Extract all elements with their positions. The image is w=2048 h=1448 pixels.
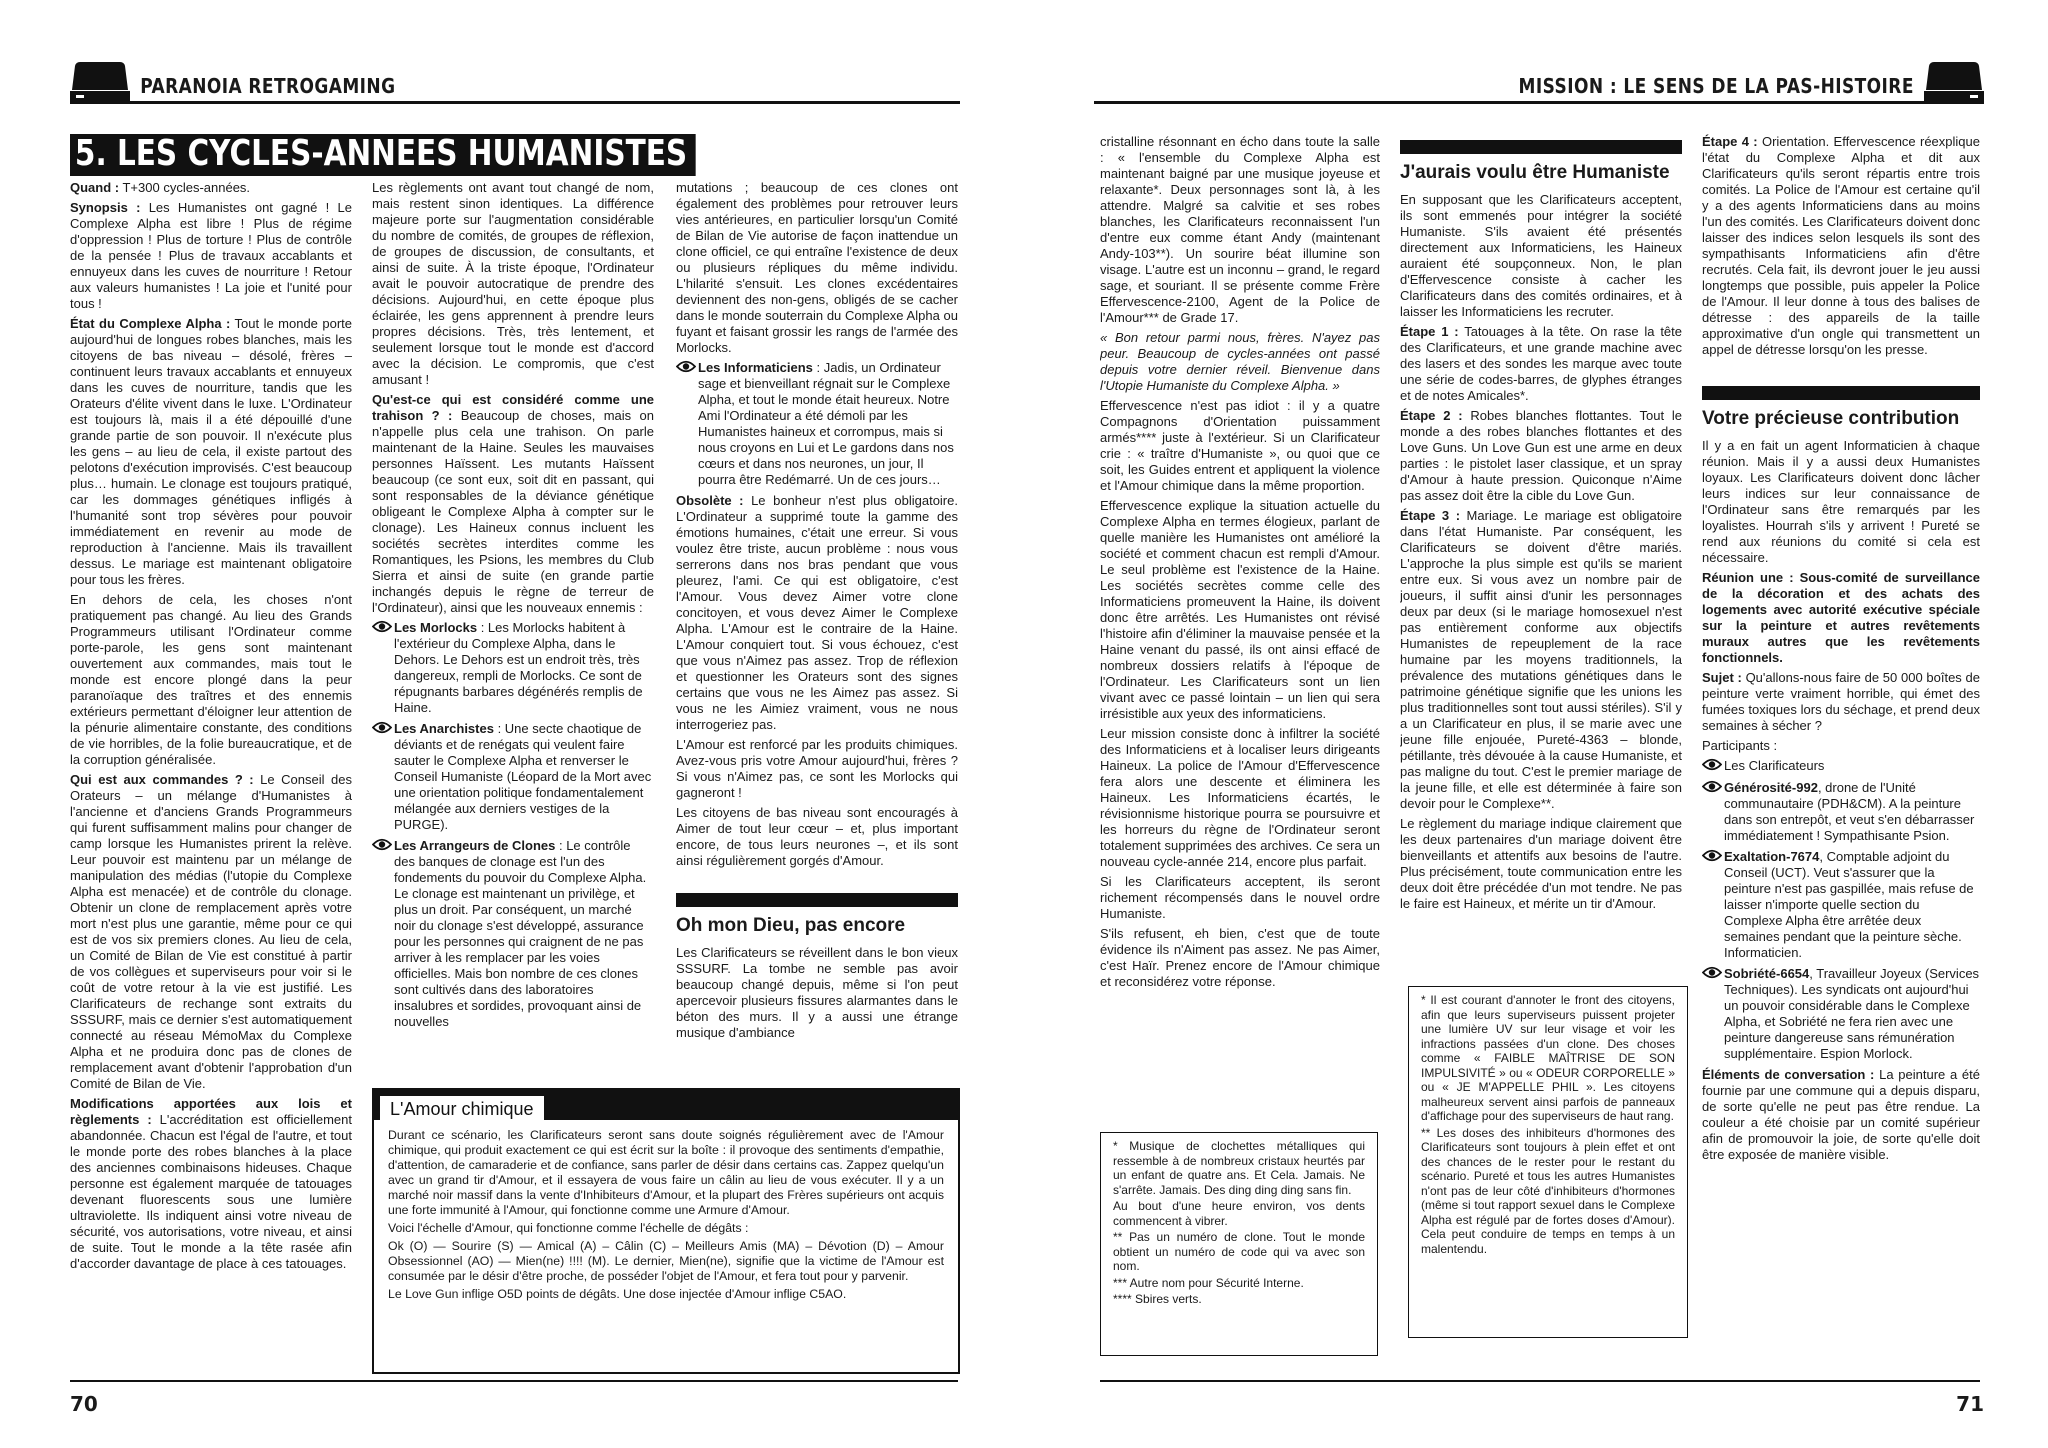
paragraph-label: Synopsis : bbox=[70, 200, 141, 215]
paragraph bbox=[1702, 1067, 1980, 1163]
paragraph-text: En dehors de cela, les choses n'ont pratiquement pas changé. Au lieu des Grands Programmeurs utilisant l'Ordinateur comme porte-parole, les gens sont maintenant ouvertement aux commandes, mais tout le monde est encore plongé dans la peur paranoïaque des traîtres et des ennemis extérieurs permettant d'éloigner leur attention de la pénurie alimentaire constante, des conditions de vie horribles, de la folie bureaucratique, et de la corruption généralisée. bbox=[70, 592, 352, 767]
right-page bbox=[1024, 0, 2048, 1448]
footnote: Au bout d'une heure environ, vos dents commencent à vibrer. bbox=[1113, 1199, 1365, 1228]
paragraph bbox=[1100, 398, 1380, 494]
paragraph-text: Les règlements ont avant tout changé de nom, mais restent sinon identiques. La différence majeure porte sur l'augmentation considérable du nombre de comités, de groupes de réflexion, de groupes de discussion, de consultants, et ainsi de suite. À la triste époque, l'Ordinateur avait le pouvoir autocratique de prendre des décisions. Aujourd'hui, en cette époque plus éclairée, les gens apprennent à prendre leurs propres décisions. Très, très lentement, et seulement lorsque tout le monde est d'accord avec la décision. Le compromis, que c'est amusant ! bbox=[372, 180, 654, 387]
paragraph bbox=[372, 180, 654, 388]
left-column-1 bbox=[70, 180, 352, 1370]
eye-icon bbox=[1702, 849, 1722, 961]
section-title: J'aurais voulu être Humaniste bbox=[1400, 162, 1670, 183]
paragraph-label: Étape 1 : bbox=[1400, 324, 1459, 339]
list-item-label: Les Informaticiens bbox=[698, 360, 813, 375]
paragraph-text: L'accréditation est officiellement abandonnée. Chacun est l'égal de l'autre, et tout le monde porte des robes blanches à la place des anciennes combinaisons hideuses. Chaque personne est également marquée de tatouages devenant fluorescents sous une lumière ultraviolette. Ils indiquent ainsi votre niveau de sécurité, vos autorisations, votre niveau, et ainsi de suite. Tout le monde a la tête rasée afin d'accorder davantage de place à ces tatouages. bbox=[70, 1112, 352, 1271]
list-item-body: , Comptable adjoint du Conseil (UCT). Veut s'assurer que la peinture n'est pas gaspillée, mais refuse de laisser n'importe quelle section du Complexe Alpha être arrêtée deux semaines pendant que la peinture sèche. Informaticien. bbox=[1724, 849, 1974, 960]
paragraph bbox=[1100, 926, 1380, 990]
list-item-body: , Travailleur Joyeux (Services Techniques). Les syndicats ont aujourd'hui un pouvoir considérable dans le Complexe Alpha, et Sobriété ne fera rien avec une peinture dangereuse sans rémunération supplémentaire. Espion Morlock. bbox=[1724, 966, 1980, 1061]
paragraph-text: Il y a en fait un agent Informaticien à chaque réunion. Mais il y a aussi deux Humanistes loyaux. Les Clarificateurs doivent donc lâcher leurs indices sur leur connaissance de l'Ordinateur sans être remarqués par les loyalistes. Hourrah s'ils y arrivent ! Pureté se rend aux réunions du comité si cela est nécessaire. bbox=[1702, 438, 1980, 565]
right-column-3 bbox=[1702, 134, 1980, 1370]
paragraph bbox=[1400, 508, 1682, 812]
list-item bbox=[676, 360, 958, 488]
paragraph bbox=[676, 737, 958, 801]
paragraph bbox=[1100, 498, 1380, 722]
footnote-box-right bbox=[1408, 986, 1688, 1338]
footnote: ** Les doses des inhibiteurs d'hormones des Clarificateurs sont toujours à plein effet et ont des chances de le rester pour le restant du scénario. Pureté et tous les autres Humanistes n'ont pas de leur côté d'inhibiteurs d'hormones (même si tout rapport sexuel dans le Complexe Alpha est régulé par de fortes doses d'Amour). Cela peut conduire de temps en temps à un malentendu. bbox=[1421, 1125, 1675, 1256]
list-item-body: : Les Morlocks habitent à l'extérieur du Complexe Alpha, dans le Dehors. Le Dehors est un endroit très, très dangereux, rempli de Morlocks. Ce sont de répugnants barbares dégénérés remplis de Haine. bbox=[394, 620, 643, 715]
right-header-title: MISSION : LE SENS DE LA PAS-HISTOIRE bbox=[1518, 74, 1914, 98]
paragraph-text: Qu'allons-nous faire de 50 000 boîtes de peinture verte vraiment horrible, qui émet des fumées toxiques lors du séchage, et prend deux semaines à sécher ? bbox=[1702, 670, 1980, 733]
paragraph-text: L'Amour est renforcé par les produits chimiques. Avez-vous pris votre Amour aujourd'hui, frères ? Si vous n'Aimez pas, ce sont les Morlocks qui gagneront ! bbox=[676, 737, 958, 800]
list-item-label: Exaltation-7674 bbox=[1724, 849, 1820, 864]
paragraph-label: Qui est aux commandes ? : bbox=[70, 772, 254, 787]
paragraph bbox=[1100, 134, 1380, 326]
paragraph bbox=[1400, 816, 1682, 912]
box-amour-chimique bbox=[372, 1088, 960, 1374]
list-item bbox=[1702, 849, 1980, 961]
paragraph bbox=[1100, 726, 1380, 870]
eye-icon bbox=[1702, 966, 1722, 1062]
list-item bbox=[1702, 758, 1980, 775]
paragraph-text: S'ils refusent, eh bien, c'est que de toute évidence ils n'Aiment pas assez. Ne pas Aimer, c'est Haïr. Prenez encore de l'Amour chimique et reconsidérez votre réponse. bbox=[1100, 926, 1380, 989]
list-item-body: , drone de l'Unité communautaire (PDH&CM). A la peinture dans son entrepôt, et veut s'en débarrasser immédiatement ! Sympathisante Psion. bbox=[1724, 780, 1975, 843]
paragraph-label: Obsolète : bbox=[676, 493, 744, 508]
eye-icon bbox=[1702, 758, 1722, 775]
footnote: *** Autre nom pour Sécurité Interne. bbox=[1113, 1275, 1304, 1290]
list-item bbox=[372, 620, 654, 716]
paragraph-text: En supposant que les Clarificateurs acceptent, ils sont emmenés pour intégrer la société Humaniste. S'ils avaient été présentés directement aux Informaticiens, les Haineux auraient été soupçonneux. Non, le plan d'Effervescence consiste à cacher les Clarificateurs dans des comités ordinaires, et à laisser les Informaticiens les recruter. bbox=[1400, 192, 1682, 319]
paragraph bbox=[1702, 438, 1980, 566]
paragraph bbox=[1702, 134, 1980, 358]
paragraph bbox=[70, 200, 352, 312]
paragraph-text: Orientation. Effervescence réexplique l'état du Complexe Alpha et dit aux Clarificateurs qu'ils seront répartis entre trois comités. La Police de l'Amour est certaine qu'il y a des agents Informaticiens dans au moins l'un des comités. Les Clarificateurs doivent donc laisser des indices selon lesquels ils sont des sympathisants Informaticiens afin d'être recrutés. Cela fait, ils devront jouer le jeu aussi longtemps que possible, puis appeler la Police de l'Amour. Il leur donne à tous des balises de détresse : des appareils de la taille approximative d'un ongle qui transmettent un appel de détresse lorsqu'on les presse. bbox=[1702, 134, 1980, 357]
page-number-left: 70 bbox=[70, 1392, 98, 1416]
right-column-2 bbox=[1400, 134, 1682, 964]
list-item-text bbox=[1724, 849, 1980, 961]
paragraph-text: Tatouages à la tête. On rase la tête des Clarificateurs, et une grande machine avec des lasers et des sondes les marque avec toute une série de codes-barres, de glyphes étranges et de notes Amicales*. bbox=[1400, 324, 1682, 403]
list-item-text bbox=[1724, 780, 1980, 844]
paragraph-text: Le Conseil des Orateurs – un mélange d'Humanistes à l'ancienne et d'anciens Grands Programmeurs qui furent suffisamment malins pour changer de camp lorsque les Humanistes prirent la relève. Leur pouvoir est maintenu par un mélange de manipulation des médias (l'utopie du Complexe Alpha est menacée) et de contrôle du clonage. Obtenir un clone de remplacement après votre mort n'est plus une garantie, même pour ce qui est de vos six premiers clones. Au lieu de cela, un Comité de Bilan de Vie est constitué à partir de vos collègues et superviseurs pour voir si le coût de votre retour à la vie est justifié. Les Clarificateurs de rechange sont extraits du SSSURF, mais ce dernier s'est automatiquement connecté au réseau MémoMax du Complexe Alpha et ne produira donc pas de clones de remplacement avant d'obtenir l'approbation d'un Comité de Bilan de Vie. bbox=[70, 772, 352, 1091]
list-item-label: Les Arrangeurs de Clones bbox=[394, 838, 556, 853]
list-item bbox=[1702, 966, 1980, 1062]
paragraph-text: Mariage. Le mariage est obligatoire dans l'état Humaniste. Par conséquent, les Clarificateurs se doivent d'être mariés. L'approche la plus simple est qu'ils se marient entre eux. Si vous avez un nombre pair de joueurs, il suffit ainsi d'unir les personnages deux par deux (si le mariage homosexuel n'est pas entièrement conforme aux objectifs Humanistes de repeuplement de la race humaine par les moyens traditionnels, la prévalence des mutations génétiques dans le patrimoine génétique signifie que les unions les plus traditionnelles sont tout aussi stériles). S'il y a un Clarificateur en plus, il se marie avec une jeune fille enjouée, Pureté-4363 – blonde, pétillante, très dévouée à la cause Humaniste, et pas maligne du tout. C'est le premier mariage de la jeune fille, et elle est déterminée à faire son devoir pour le Complexe**. bbox=[1400, 508, 1682, 811]
section-bar bbox=[1702, 386, 1980, 400]
right-column-1 bbox=[1100, 134, 1380, 1124]
list-item-body: : Une secte chaotique de déviants et de renégats qui veulent faire sauter le Complexe Alpha et renverser le Conseil Humaniste (Léopard de la Mort avec une orientation politique fondamentalement mélangée aux derniers vestiges de la PURGE). bbox=[394, 721, 652, 832]
paragraph bbox=[70, 592, 352, 768]
paragraph bbox=[70, 316, 352, 588]
paragraph-text: Tout le monde porte aujourd'hui de longues robes blanches, mais les citoyens de bas niveau – désolé, frères – continuent leurs travaux accablants et ennuyeux dans les cuves de nourriture, tandis que les Orateurs d'élite vivent dans le luxe. L'Ordinateur est toujours là, mais il a été dépouillé d'une grande partie de son pouvoir. Il n'exécute plus les gens – au lieu de cela, il existe partout des pelotons d'exécution improvisés. C'est beaucoup plus… humain. Le clonage est toujours pratiqué, car les dommages génétiques infligés à l'humanité sont trop sévères pour pouvoir immédiatement en revenir au mode de reproduction à l'ancienne. Mais ils travaillent dessus. Le mariage est maintenant obligatoire pour tous les frères. bbox=[70, 316, 352, 587]
section-title: Votre précieuse contribution bbox=[1702, 408, 1960, 429]
list-item bbox=[1702, 780, 1980, 844]
paragraph bbox=[1702, 738, 1980, 754]
paragraph-text: Les citoyens de bas niveau sont encouragés à Aimer de tout leur cœur – et, plus important encore, de tous leurs neurones –, et ils sont ainsi régulièrement gorgés d'Amour. bbox=[676, 805, 958, 868]
paragraph-text: La peinture a été fournie par une commune qui a depuis disparu, de sorte qu'elle ne peut pas être rendue. La couleur a été choisie par un comité supérieur afin de promouvoir la joie, de sorte qu'elle doit être exposée de manière visible. bbox=[1702, 1067, 1980, 1162]
monitor-icon bbox=[1924, 60, 1984, 104]
section-bar bbox=[1400, 140, 1682, 154]
list-item-text bbox=[394, 838, 654, 1030]
paragraph-text: Robes blanches flottantes. Tout le monde a des robes blanches flottantes et des Love Guns. Un Love Gun est une arme en deux parties : le pistolet laser classique, et un spray d'Amour à haute pression. Quiconque n'Aime pas assez doit être la cible du Love Gun. bbox=[1400, 408, 1682, 503]
header-rule bbox=[1094, 101, 1984, 104]
paragraph-label: État du Complexe Alpha : bbox=[70, 316, 231, 331]
paragraph-label: Étape 3 : bbox=[1400, 508, 1461, 523]
section-title: Oh mon Dieu, pas encore bbox=[676, 915, 906, 936]
box-amour-title: L'Amour chimique bbox=[380, 1096, 544, 1120]
paragraph-label: Quand : bbox=[70, 180, 120, 195]
paragraph bbox=[1400, 324, 1682, 404]
paragraph-text: cristalline résonnant en écho dans toute la salle : « l'ensemble du Complexe Alpha est maintenant baigné par une musique joyeuse et relaxante*. Deux personnages sont là, à les attendre. Malgré sa calvitie et ses robes blanches, les Clarificateurs reconnaissent l'un d'entre eux comme étant Andy (maintenant Andy-103**). Un sourire béat illumine son visage. L'autre est un inconnu – grand, le regard sage, et souriant. Il se présente comme Frère Effervescence-2100, Agent de la Police de l'Amour*** de Grade 17. bbox=[1100, 134, 1380, 325]
paragraph-label: Réunion une : Sous-comité de surveillance de la décoration et des achats des logements avec autorité exécutive spéciale sur la peinture et autres revêtements muraux autres que les revêtements fonctionnels. bbox=[1702, 570, 1980, 665]
eye-icon bbox=[372, 721, 392, 833]
list-item bbox=[372, 838, 654, 1030]
paragraph: mutations ; beaucoup de ces clones ont également des problèmes pour retrouver leurs vies antérieures, en particulier lorsqu'un Comité de Bilan de Vie autorise de façon inattendue un clone officiel, ce qui entraîne l'existence de deux ou plusieurs répliques du même individu. L'hilarité s'ensuit. Les clones excédentaires deviennent des non-gens, obligés de se cacher dans le monde souterrain du Complexe Alpha ou fuyant et faisant grossir les rangs de l'armée des Morlocks. bbox=[676, 180, 958, 355]
paragraph bbox=[70, 1096, 352, 1272]
paragraph-text: « Bon retour parmi nous, frères. N'ayez pas peur. Beaucoup de cycles-années ont passé depuis votre dernier réveil. Bienvenue dans l'Utopie Humaniste du Complexe Alpha. » bbox=[1100, 330, 1380, 393]
chapter-title: 5. LES CYCLES-ANNEES HUMANISTES bbox=[70, 134, 695, 176]
spacer bbox=[1702, 362, 1980, 380]
list-item-text bbox=[394, 620, 654, 716]
paragraph-text: Effervescence explique la situation actuelle du Complexe Alpha en termes élogieux, parlant de quelle manière les Humanistes ont amélioré la société et comment chacun est rempli d'Amour. Le seul problème est l'existence de la Haine. Les sociétés secrètes comme celle des Informaticiens promeuvent la Haine, ils doivent donc être arrêtés. Les Humanistes ont révisé l'histoire afin d'éliminer la mauvaise pensée et la Haine venant du passé, ils ont ainsi effacé de nombreux dossiers relatifs à l'époque de l'Ordinateur. Les Clarificateurs sont un lien vivant avec ce passé lointain – un lien qui sera irrésistible aux yeux des informaticiens. bbox=[1100, 498, 1380, 721]
box-paragraph: Ok (O) — Sourire (S) — Amical (A) – Câlin (C) – Meilleurs Amis (MA) – Dévotion (D) – Amour Obsessionnel (AO) — Mien(ne) !!!! (M). Le dernier, Mien(ne), signifie que la victime de l'Amour est consumée par le désir d'être proche, de posséder l'objet de l'Amour, et fera tout pour y parvenir. bbox=[388, 1239, 944, 1283]
paragraph bbox=[70, 180, 352, 196]
paragraph: Les Clarificateurs se réveillent dans le bon vieux SSSURF. La tombe ne semble pas avoir beaucoup changé depuis, même si l'on peut apercevoir plusieurs fissures alarmantes dans le béton des murs. Il y a aussi une étrange musique d'ambiance bbox=[676, 945, 958, 1040]
section-votre-precieuse bbox=[1702, 386, 1980, 430]
list-item-label: Les Morlocks bbox=[394, 620, 478, 635]
box-paragraph: Durant ce scénario, les Clarificateurs seront sans doute soignés régulièrement avec de l'Amour chimique, qui produit exactement ce qui est écrit sur la boîte : il provoque des sentiments d'empathie, d'attention, de camaraderie et de confiance, sans parler de désir dans certains cas. Zappez quelqu'un avec un grand tir d'Amour, et il essayera de vous faire un câlin au lieu de vous exécuter. Il y a un marché noir massif dans la vente d'Inhibiteurs d'Amour, et la plupart des Frères supérieurs ont acquis une forte immunité à l'Amour, qui fonctionne comme une Armure d'Amour. bbox=[388, 1128, 944, 1217]
eye-icon bbox=[372, 620, 392, 716]
list-item-label: Générosité-992 bbox=[1724, 780, 1818, 795]
footnote: ** Pas un numéro de clone. Tout le monde obtient un numéro de code qui va avec son nom. bbox=[1113, 1230, 1365, 1273]
left-column-2 bbox=[372, 180, 654, 1088]
paragraph-label: Modifications apportées aux lois et règlements : bbox=[70, 1096, 352, 1127]
paragraph bbox=[1400, 192, 1682, 320]
paragraph-text: Le règlement du mariage indique clairement que les deux partenaires d'un mariage doivent être bienveillants et attentifs aux besoins de l'autre. Plus précisément, toute communication entre les deux doit être précédée d'un mot tendre. Ne pas le faire est Haineux, et mérite un tir d'Amour. bbox=[1400, 816, 1682, 911]
paragraph bbox=[1100, 330, 1380, 394]
box-paragraph: Voici l'échelle d'Amour, qui fonctionne comme l'échelle de dégâts : bbox=[388, 1221, 749, 1235]
monitor-icon bbox=[70, 60, 130, 104]
paragraph-text: Participants : bbox=[1702, 738, 1778, 753]
section-bar bbox=[676, 893, 958, 907]
paragraph-text: Effervescence n'est pas idiot : il y a quatre Compagnons d'Orientation puissamment armés**** juste à l'extérieur. Si un Clarificateur crie : « traître d'Humaniste », ou quoi que ce soit, les Guides entrent et appliquent la violence et l'Amour chimique dans la même proportion. bbox=[1100, 398, 1380, 493]
list-item-text bbox=[698, 360, 958, 488]
paragraph bbox=[676, 805, 958, 869]
list-item-body: Les Clarificateurs bbox=[1724, 758, 1825, 773]
eye-icon bbox=[372, 838, 392, 1030]
list-item-text bbox=[1724, 966, 1980, 1062]
paragraph bbox=[372, 392, 654, 616]
list-item-text bbox=[394, 721, 654, 833]
page-number-right: 71 bbox=[1956, 1392, 1984, 1416]
paragraph-text: Les Humanistes ont gagné ! Le Complexe Alpha est libre ! Plus de régime d'oppression ! Plus de torture ! Plus de contrôle de la pensée ! Plus de travaux accablants et ennuyeux dans les cuves de nourriture ! Retour aux valeurs humanistes ! La joie et l'unité pour tous ! bbox=[70, 200, 352, 311]
list-item-label: Les Anarchistes bbox=[394, 721, 494, 736]
paragraph-label: Qu'est-ce qui est considéré comme une trahison ? : bbox=[372, 392, 654, 423]
left-running-header bbox=[70, 56, 960, 104]
paragraph bbox=[1702, 670, 1980, 734]
footer-rule bbox=[1100, 1380, 1980, 1382]
box-paragraph: Le Love Gun inflige O5D points de dégâts. Une dose injectée d'Amour inflige C5AO. bbox=[388, 1287, 847, 1301]
list-item-body: : Jadis, un Ordinateur sage et bienveillant régnait sur le Complexe Alpha, et tout le monde était heureux. Notre Ami l'Ordinateur a été démoli par les Humanistes haineux et corrompus, mais si nous croyons en Lui et Le gardons dans nos cœurs et dans nos neurones, un jour, Il pourra être Redémarré. Un de ces jours… bbox=[698, 360, 954, 487]
footnote: * Musique de clochettes métalliques qui ressemble à de nombreux cristaux heurtés par un enfant de quatre ans. Et Cela. Jamais. Ne s'arrête. Jamais. Des ding ding ding sans fin. bbox=[1113, 1139, 1365, 1197]
paragraph-label: Éléments de conversation : bbox=[1702, 1067, 1875, 1082]
right-running-header bbox=[1094, 56, 1984, 104]
section-oh-mon-dieu bbox=[676, 893, 958, 937]
eye-icon bbox=[676, 360, 696, 488]
section-jaurais-voulu bbox=[1400, 140, 1682, 184]
paragraph bbox=[676, 493, 958, 733]
footnote: **** Sbires verts. bbox=[1113, 1292, 1202, 1306]
paragraph bbox=[1400, 408, 1682, 504]
left-header-title: PARANOIA RETROGAMING bbox=[140, 74, 396, 98]
footer-rule bbox=[70, 1380, 958, 1382]
list-item-body: : Le contrôle des banques de clonage est l'un des fondements du pouvoir du Complexe Alpha. Le clonage est maintenant un privilège, et plus un droit. Par conséquent, un marché noir du clonage s'est développé, assurance pour les personnes qui craignent de ne pas arriver à les remplacer par les voies officielles. Mais bon nombre de ces clones sont cultivés dans des laboratoires insalubres et sordides, provoquant ainsi de nouvelles bbox=[394, 838, 647, 1029]
paragraph-text: T+300 cycles-années. bbox=[119, 180, 251, 195]
paragraph-label: Sujet : bbox=[1702, 670, 1742, 685]
paragraph-text: Leur mission consiste donc à infiltrer la société des Informaticiens et à localiser leurs dirigeants Haineux. La police de l'Amour d'Effervescence fera alors une descente et éliminera les Haineux. Les Informaticiens écartés, le révisionnisme historique pourra se poursuivre et les horreurs du règne de l'Ordinateur seront totalement supprimées des archives. Ce sera un nouveau cycle-année 214, encore plus parfait. bbox=[1100, 726, 1380, 869]
list-item bbox=[372, 721, 654, 833]
paragraph bbox=[1702, 570, 1980, 666]
list-item-label: Sobriété-6654 bbox=[1724, 966, 1810, 981]
footnote-box-left bbox=[1100, 1132, 1378, 1356]
paragraph-label: Étape 4 : bbox=[1702, 134, 1758, 149]
spacer bbox=[676, 873, 958, 887]
header-rule bbox=[70, 101, 960, 104]
paragraph-text: Beaucoup de choses, mais on n'appelle plus cela une trahison. On parle maintenant de la Haine. Seules les mauvaises personnes Haïssent. Les mutants Haïssent beaucoup (ce sont eux, soit dit en passant, qui sont responsables de la déviance génétique obligeant le Complexe Alpha à compter sur le clonage). Les Haineux connus incluent les sociétés secrètes interdites comme les Romantiques, les Psions, les membres du Club Sierra et ainsi de suite (en grande partie inchangés depuis le règne de terreur de l'Ordinateur), ainsi que les nouveaux ennemis : bbox=[372, 408, 654, 615]
left-column-3 bbox=[676, 180, 958, 1088]
paragraph bbox=[70, 772, 352, 1092]
footnote: * Il est courant d'annoter le front des citoyens, afin que leurs superviseurs puissent projeter une lumière UV sur leur visage et voir les infractions passées d'un clone. Des choses comme « FAIBLE MAÎTRISE DE SON IMPULSIVITÉ » ou « ODEUR CORPORELLE » ou « JE M'APPELLE PHIL ». Les citoyens malheureux servent ainsi parfois de panneaux d'affichage pour des superviseurs de haut rang. bbox=[1421, 993, 1675, 1123]
paragraph-text: Si les Clarificateurs acceptent, ils seront richement récompensés dans le nouvel ordre Humaniste. bbox=[1100, 874, 1380, 921]
paragraph bbox=[1100, 874, 1380, 922]
paragraph-text: Le bonheur n'est plus obligatoire. L'Ordinateur a supprimé toute la gamme des émotions humaines, c'était une erreur. Si vous voulez être triste, aucun problème : nous vous serrerons dans nos bras pendant que vous pleurez, l'ami. Ce qui est obligatoire, c'est l'Amour. Vous devez Aimer votre clone concitoyen, et vous devez Aimer le Complexe Alpha. L'Amour est le contraire de la Haine. L'Amour conquiert tout. Si vous échouez, c'est que vous n'Aimez pas assez. Trop de réflexion et questionner les Orateurs sont des signes certains que vous ne les Aimez pas assez. Si vous ne les Aimiez vraiment, vous ne nous interrogeriez pas. bbox=[676, 493, 958, 732]
eye-icon bbox=[1702, 780, 1722, 844]
list-item-text bbox=[1724, 758, 1980, 775]
paragraph-label: Étape 2 : bbox=[1400, 408, 1463, 423]
